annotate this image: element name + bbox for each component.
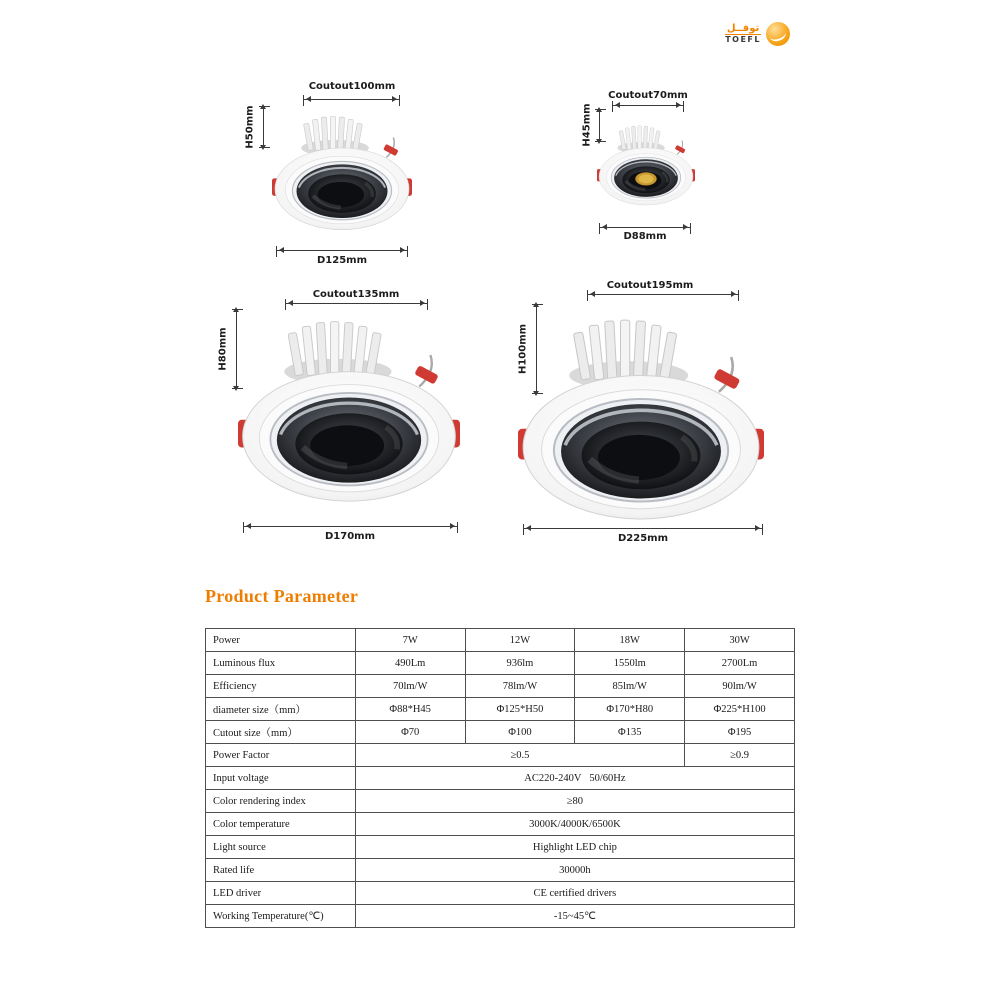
height-dimension-label: H50mm [244,105,256,149]
param-label: Efficiency [206,675,356,698]
cutout-dimension-line [587,294,739,295]
cutout-dimension-label: Coutout195mm [606,280,694,291]
table-row [206,813,795,836]
param-value: Highlight LED chip [355,836,794,859]
param-value: ≥0.9 [685,744,795,767]
table-row [206,721,795,744]
param-value: 1550lm [575,652,685,675]
table-row [206,652,795,675]
downlight-image [238,318,460,503]
param-value: Φ125*H50 [465,698,575,721]
param-label: LED driver [206,882,356,905]
diameter-dimension-label: D170mm [324,531,376,542]
param-value: Φ135 [575,721,685,744]
table-row [206,744,795,767]
param-value: 936lm [465,652,575,675]
param-value: Φ195 [685,721,795,744]
height-dimension-line [263,106,264,148]
cutout-dimension-label: Coutout100mm [308,81,396,92]
param-value: CE certified drivers [355,882,794,905]
param-value: 7W [355,629,465,652]
table-row [206,629,795,652]
cutout-dimension-line [303,99,400,100]
param-value: Φ225*H100 [685,698,795,721]
table-row [206,882,795,905]
param-label: Power [206,629,356,652]
param-value: 70lm/W [355,675,465,698]
param-value: AC220-240V 50/60Hz [355,767,794,790]
param-label: diameter size（mm） [206,698,356,721]
param-label: Cutout size（mm） [206,721,356,744]
height-dimension-line [236,309,237,389]
param-value: 30000h [355,859,794,882]
table-row [206,675,795,698]
param-value: 78lm/W [465,675,575,698]
cutout-dimension-line [612,105,684,106]
diameter-dimension-label: D225mm [617,533,669,544]
param-value: 30W [685,629,795,652]
diameter-dimension-line [276,250,408,251]
param-value: Φ170*H80 [575,698,685,721]
height-dimension-label: H45mm [581,103,593,147]
param-label: Working Temperature(℃) [206,905,356,928]
param-label: Color temperature [206,813,356,836]
table-row [206,859,795,882]
param-value: ≥80 [355,790,794,813]
diameter-dimension-line [599,227,691,228]
table-row [206,836,795,859]
param-value: 90lm/W [685,675,795,698]
diameter-dimension-label: D125mm [316,255,368,266]
param-value: 490Lm [355,652,465,675]
downlight-image [272,114,412,231]
cutout-dimension-line [285,303,428,304]
param-value: 3000K/4000K/6500K [355,813,794,836]
cutout-dimension-label: Coutout135mm [312,289,400,300]
cutout-dimension-label: Coutout70mm [608,90,688,101]
param-value: 2700Lm [685,652,795,675]
param-label: Color rendering index [206,790,356,813]
param-value: 85lm/W [575,675,685,698]
param-label: Input voltage [206,767,356,790]
param-label: Power Factor [206,744,356,767]
section-title: Product Parameter [205,586,359,606]
param-value: -15~45℃ [355,905,794,928]
param-value: Φ88*H45 [355,698,465,721]
param-label: Luminous flux [206,652,356,675]
brand-ball-icon [766,22,790,46]
downlight-image [597,124,695,206]
param-label: Light source [206,836,356,859]
param-value: 18W [575,629,685,652]
brand-logo [725,22,790,46]
param-value: ≥0.5 [355,744,684,767]
table-row [206,790,795,813]
param-value: Φ100 [465,721,575,744]
table-row [206,698,795,721]
diameter-dimension-line [243,526,458,527]
param-value: 12W [465,629,575,652]
height-dimension-label: H100mm [517,323,529,375]
diameter-dimension-line [523,528,763,529]
diameter-dimension-label: D88mm [623,231,667,242]
table-row [206,767,795,790]
table-row [206,905,795,928]
parameter-table [205,628,795,928]
brand-logo-text [725,23,761,45]
height-dimension-label: H80mm [217,327,229,371]
param-value: Φ70 [355,721,465,744]
downlight-image [518,316,764,521]
brand-name-latin: TOEFL [725,35,761,45]
param-label: Rated life [206,859,356,882]
brand-name-arabic: توفــل [726,23,760,35]
